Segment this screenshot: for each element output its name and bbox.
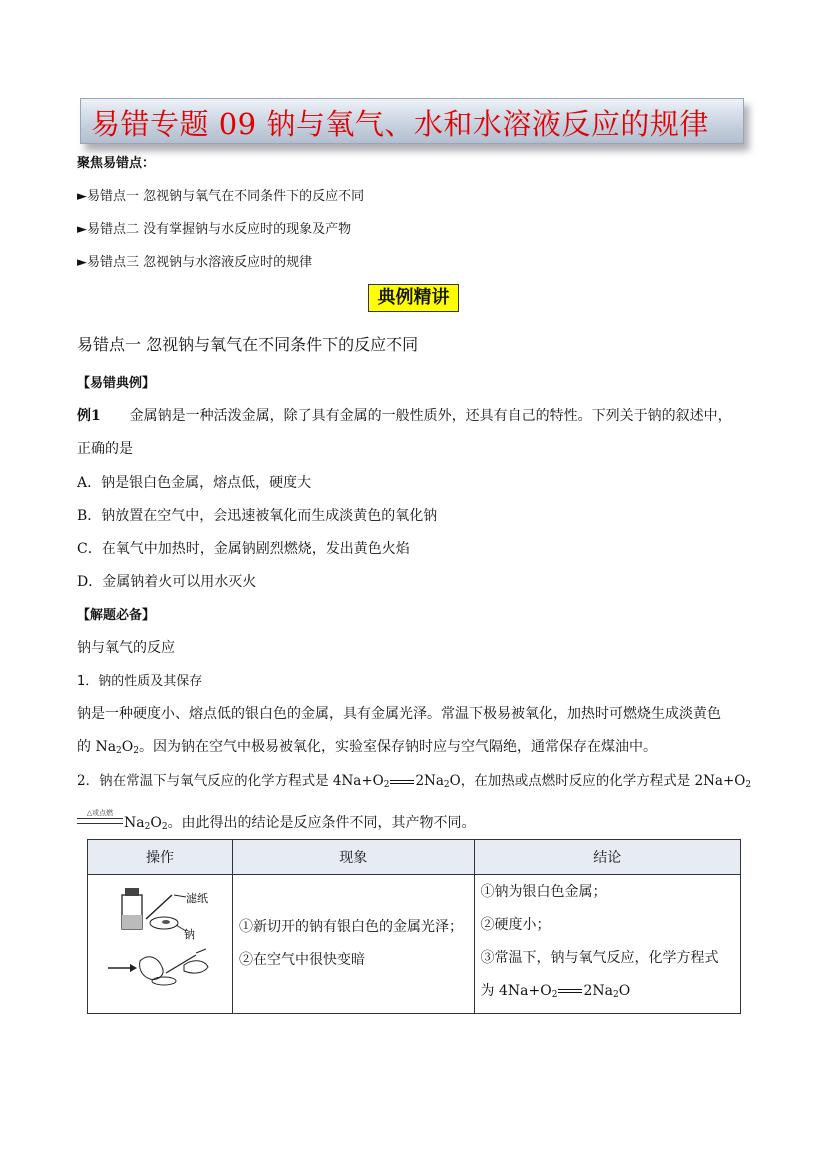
option-c: C．在氧气中加热时，金属钠剧烈燃烧，发出黄色火焰 (77, 541, 410, 557)
para1-line-1: 钠是一种硬度小、熔点低的银白色的金属，具有金属光泽。常温下极易被氧化，加热时可燃烧生成淡黄色 (77, 706, 721, 722)
example-number: 例1 (77, 408, 101, 424)
conclusion-4: 为 $4Na+O_2$ $2Na_2O$ (480, 983, 631, 1000)
item2-line-2: $Na_2O_2$。由此得出的结论是反应条件不同，其产物不同。 (124, 815, 476, 832)
example-line-2: 正确的是 (77, 441, 133, 457)
option-d: D．金属钠着火可以用水灭火 (77, 574, 257, 590)
error-point-1: ►易错点一 忽视钠与氧气在不同条件下的反应不同 (77, 189, 365, 204)
experiment-table (87, 839, 741, 1014)
condition-arrow-line (77, 823, 123, 824)
error-point-3: ►易错点三 忽视钠与水溶液反应时的规律 (77, 255, 313, 270)
reaction-condition: △或点燃 (77, 809, 123, 819)
header-phenomenon: 现象 (233, 840, 475, 875)
conclusion-cell (474, 875, 740, 1014)
example-line-1 (77, 405, 732, 425)
section-badge: 典例精讲 (368, 284, 459, 312)
label-sodium: 钠 (184, 928, 195, 941)
option-b: B．钠放置在空气中，会迅速被氧化而生成淡黄色的氧化钠 (77, 508, 438, 524)
item2-line-1: 2．钠在常温下与氧气反应的化学方程式是 $4Na+O_2$ $2Na_2O$，在加热或点燃时反应的化学方程式是 $2Na+O_2$ (77, 773, 752, 790)
phenomenon-1: ①新切开的钠有银白色的金属光泽； (239, 919, 463, 935)
header-operation: 操作 (88, 840, 233, 875)
label-filter-paper: 滤纸 (186, 892, 208, 905)
typical-label: 【易错典例】 (77, 376, 156, 391)
conclusion-3: ③常温下，钠与氧气反应，化学方程式 (480, 950, 719, 966)
focus-heading: 聚焦易错点： (77, 156, 156, 171)
experiment-illustration (88, 875, 232, 1009)
page-title: 易错专题 09 钠与氧气、水和水溶液反应的规律 (91, 107, 709, 141)
example-question: 金属钠是一种活泼金属，除了具有金属的一般性质外，还具有自己的特性。下列关于钠的叙述中， (129, 408, 732, 424)
sub-title: 钠与氧气的反应 (77, 640, 175, 656)
conclusion-2: ②硬度小； (480, 917, 551, 933)
para1-line-2: 的 $Na_2O_2$。因为钠在空气中极易被氧化，实验室保存钠时应与空气隔绝，通常保存在煤油中。 (77, 739, 657, 756)
section1-title: 易错点一 忽视钠与氧气在不同条件下的反应不同 (77, 335, 419, 354)
title-banner (80, 98, 744, 144)
option-a: A．钠是银白色金属，熔点低，硬度大 (77, 475, 312, 491)
operation-figure-cell (88, 875, 233, 1014)
item1-title: 1．钠的性质及其保存 (77, 674, 203, 689)
solve-label: 【解题必备】 (77, 608, 156, 623)
error-point-2: ►易错点二 没有掌握钠与水反应时的现象及产物 (77, 222, 352, 237)
header-conclusion: 结论 (474, 840, 740, 875)
conclusion-1: ①钠为银白色金属； (480, 884, 607, 900)
phenomenon-cell (233, 875, 475, 1014)
phenomenon-2: ②在空气中很快变暗 (239, 952, 365, 968)
